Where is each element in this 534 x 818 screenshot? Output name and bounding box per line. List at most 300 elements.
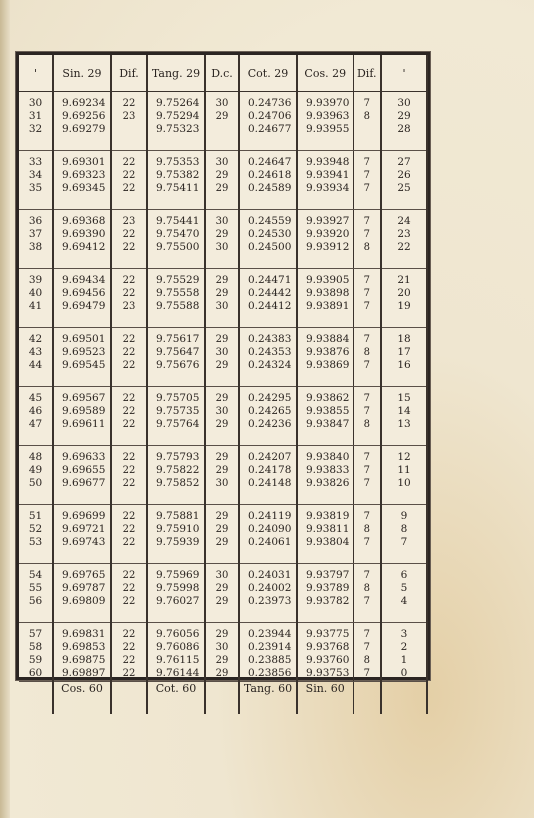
dc-cell: [205, 623, 239, 682]
table-value: 0.24061: [248, 536, 292, 548]
cos-cell: [297, 151, 353, 210]
table-value: 27: [397, 156, 411, 168]
dif-right-cell: [353, 623, 381, 682]
tang-cell: [147, 446, 205, 505]
table-value: 9.69765: [62, 569, 106, 581]
table-value: 15: [397, 392, 411, 404]
dif-value: 29: [215, 596, 229, 607]
table-value: 16: [397, 359, 411, 371]
table-row-group: [19, 387, 427, 446]
table-value: 9.69655: [62, 464, 106, 476]
table-value: 9.93804: [306, 536, 350, 548]
table-value: 0.24677: [248, 123, 292, 135]
footer-row: [19, 682, 427, 715]
table-value: 9.93884: [306, 333, 350, 345]
header-cos: Cos. 29: [297, 55, 353, 92]
table-value: 0.24031: [248, 569, 292, 581]
table-value: 9.93797: [306, 569, 350, 581]
tang-cell: [147, 151, 205, 210]
table-value: 9.93753: [306, 667, 350, 679]
dc-cell: [205, 387, 239, 446]
dif-left-cell: [111, 210, 147, 269]
dif-right-cell: [353, 328, 381, 387]
dif-value: 22: [122, 583, 136, 594]
dif-value: 7: [363, 452, 370, 463]
table-value: 9.75647: [156, 346, 200, 358]
dif-value: 22: [122, 465, 136, 476]
header-dc: D.c.: [205, 55, 239, 92]
dif-left-cell: [111, 505, 147, 564]
table-value: 48: [28, 451, 43, 463]
minutes-right-cell: [381, 505, 427, 564]
table-value: 9.93948: [306, 156, 350, 168]
table-value: 9.93833: [306, 464, 350, 476]
table-value: 5: [400, 582, 408, 594]
table-value: 9.93891: [306, 300, 350, 312]
dif-value: 22: [122, 570, 136, 581]
footer-empty-right: [381, 682, 427, 715]
minutes-left-cell: [19, 210, 53, 269]
table-value: 23: [397, 228, 411, 240]
dif-value: 29: [215, 288, 229, 299]
table-value: 9.75294: [156, 110, 200, 122]
table-value: 0.24383: [248, 333, 292, 345]
table-value: 0.24236: [248, 418, 292, 430]
table-value: 9.75705: [156, 392, 200, 404]
dif-value: 30: [215, 570, 229, 581]
minutes-left-cell: [19, 564, 53, 623]
dif-value: 22: [122, 537, 136, 548]
dif-value: 22: [122, 655, 136, 666]
table-value: 28: [397, 123, 411, 135]
minutes-left-cell: [19, 151, 53, 210]
sin-cell: [53, 446, 111, 505]
table-value: 9.75500: [156, 241, 200, 253]
minutes-right-cell: [381, 151, 427, 210]
minutes-left-cell: [19, 623, 53, 682]
dif-value: 29: [215, 452, 229, 463]
table-value: 9.69479: [62, 300, 106, 312]
cos-cell: [297, 328, 353, 387]
table-value: 9.69434: [62, 274, 106, 286]
table-value: 9.93775: [306, 628, 350, 640]
dif-value: 23: [122, 301, 136, 312]
dif-value: 29: [215, 111, 229, 122]
dif-value: 22: [122, 183, 136, 194]
table-value: 9.69809: [62, 595, 106, 607]
header-row: [19, 55, 427, 92]
header-dif-right: Dif.: [353, 55, 381, 92]
table-value: 9.69897: [62, 667, 106, 679]
dif-right-cell: [353, 151, 381, 210]
table-value: 59: [28, 654, 43, 666]
dif-value: 7: [363, 511, 370, 522]
dif-value: 7: [363, 170, 370, 181]
header-cot: Cot. 29: [239, 55, 297, 92]
header-tang: Tang. 29: [147, 55, 205, 92]
table-value: 0.24207: [248, 451, 292, 463]
table-value: 0.24618: [248, 169, 292, 181]
dif-value: 22: [122, 347, 136, 358]
table-value: 0.24706: [248, 110, 292, 122]
tang-cell: [147, 210, 205, 269]
tang-cell: [147, 505, 205, 564]
footer-cot: Cot. 60: [147, 682, 205, 715]
tang-cell: [147, 269, 205, 328]
dif-value: 7: [363, 216, 370, 227]
table-value: 0.24090: [248, 523, 292, 535]
table-value: 9.69256: [62, 110, 106, 122]
table-value: 0.23885: [248, 654, 292, 666]
table-value: 9.75264: [156, 97, 200, 109]
table-value: 7: [400, 536, 408, 548]
header-dif-left: Dif.: [111, 55, 147, 92]
table-value: 9.76056: [156, 628, 200, 640]
table-value: 9.75323: [156, 123, 200, 135]
dif-left-cell: [111, 446, 147, 505]
table-value: 20: [397, 287, 411, 299]
minutes-right-cell: [381, 210, 427, 269]
dif-value: 29: [215, 655, 229, 666]
sin-cell: [53, 210, 111, 269]
table-value: 9.76115: [156, 654, 200, 666]
trig-table-frame: [16, 52, 430, 695]
dif-value: 22: [122, 288, 136, 299]
footer-empty-left: [19, 682, 53, 715]
dif-value: 22: [122, 524, 136, 535]
table-value: 21: [397, 274, 411, 286]
table-value: 9.75881: [156, 510, 200, 522]
cot-cell: [239, 210, 297, 269]
table-value: 0.24412: [248, 300, 292, 312]
dif-value: 7: [363, 596, 370, 607]
cot-cell: [239, 328, 297, 387]
dif-value: 7: [363, 393, 370, 404]
cos-cell: [297, 564, 353, 623]
table-value: 9.76086: [156, 641, 200, 653]
dif-value: 7: [363, 183, 370, 194]
trig-table: [19, 55, 428, 714]
table-value: 34: [28, 169, 43, 181]
dif-value: 22: [122, 393, 136, 404]
table-value: 9.69234: [62, 97, 106, 109]
dif-value: 7: [363, 360, 370, 371]
table-value: 57: [28, 628, 43, 640]
dc-cell: [205, 446, 239, 505]
table-value: 9.75764: [156, 418, 200, 430]
dif-value: 23: [122, 216, 136, 227]
table-value: 0.23914: [248, 641, 292, 653]
sin-cell: [53, 623, 111, 682]
table-value: 9.75969: [156, 569, 200, 581]
table-value: 9.93905: [306, 274, 350, 286]
table-value: 31: [28, 110, 43, 122]
table-value: 0.24002: [248, 582, 292, 594]
table-value: 9.93963: [306, 110, 350, 122]
dif-value: 22: [122, 668, 136, 679]
table-value: 9.76027: [156, 595, 200, 607]
dif-left-cell: [111, 623, 147, 682]
table-row-group: [19, 92, 427, 151]
dif-value: 29: [215, 511, 229, 522]
dc-cell: [205, 328, 239, 387]
minutes-right-cell: [381, 269, 427, 328]
table-value: 38: [28, 241, 43, 253]
table-value: 9.93955: [306, 123, 350, 135]
cos-cell: [297, 269, 353, 328]
dif-left-cell: [111, 151, 147, 210]
dif-value: 7: [363, 570, 370, 581]
table-value: 9.69567: [62, 392, 106, 404]
table-body: [19, 92, 427, 682]
minutes-right-cell: [381, 92, 427, 151]
table-value: 9: [400, 510, 408, 522]
dif-value: 8: [363, 111, 370, 122]
table-value: 10: [397, 477, 411, 489]
table-value: 9.93912: [306, 241, 350, 253]
dif-value: 8: [363, 419, 370, 430]
table-value: 9.69412: [62, 241, 106, 253]
table-value: 0.23944: [248, 628, 292, 640]
table-row-group: [19, 210, 427, 269]
tang-cell: [147, 92, 205, 151]
minutes-left-cell: [19, 387, 53, 446]
dif-value: 29: [215, 629, 229, 640]
table-value: 0: [400, 667, 408, 679]
table-value: 19: [397, 300, 411, 312]
cot-cell: [239, 446, 297, 505]
table-value: 0.23856: [248, 667, 292, 679]
dif-right-cell: [353, 505, 381, 564]
minutes-left-cell: [19, 505, 53, 564]
dif-value: 7: [363, 301, 370, 312]
table-value: 9.93811: [306, 523, 350, 535]
dif-value: 8: [363, 524, 370, 535]
table-value: 9.75676: [156, 359, 200, 371]
sin-cell: [53, 92, 111, 151]
dif-value: 30: [215, 242, 229, 253]
dif-value: 23: [122, 111, 136, 122]
minutes-right-cell: [381, 387, 427, 446]
table-value: 9.69523: [62, 346, 106, 358]
table-value: 0.24265: [248, 405, 292, 417]
table-value: 9.69279: [62, 123, 106, 135]
table-value: 35: [28, 182, 43, 194]
dif-value: 22: [122, 596, 136, 607]
dif-value: 22: [122, 275, 136, 286]
footer-empty-dc: [205, 682, 239, 715]
dif-value: 7: [363, 334, 370, 345]
table-value: 0.24353: [248, 346, 292, 358]
cot-cell: [239, 564, 297, 623]
dif-value: 7: [363, 668, 370, 679]
table-value: 9.69633: [62, 451, 106, 463]
table-value: 9.69699: [62, 510, 106, 522]
table-value: 9.93927: [306, 215, 350, 227]
tang-cell: [147, 328, 205, 387]
dif-value: 22: [122, 511, 136, 522]
dif-value: 7: [363, 229, 370, 240]
table-value: 60: [28, 667, 43, 679]
table-value: 44: [28, 359, 43, 371]
table-value: 9.93855: [306, 405, 350, 417]
dif-value: 22: [122, 229, 136, 240]
tang-cell: [147, 623, 205, 682]
dif-right-cell: [353, 387, 381, 446]
dif-value: 30: [215, 642, 229, 653]
dc-cell: [205, 92, 239, 151]
dif-value: 22: [122, 642, 136, 653]
table-row-group: [19, 446, 427, 505]
dif-value: 8: [363, 347, 370, 358]
table-value: 0.24178: [248, 464, 292, 476]
table-value: 9.75617: [156, 333, 200, 345]
dif-value: 22: [122, 406, 136, 417]
table-row-group: [19, 505, 427, 564]
table-value: 39: [28, 274, 43, 286]
sin-cell: [53, 387, 111, 446]
table-value: 9.69721: [62, 523, 106, 535]
dif-value: 7: [363, 98, 370, 109]
table-value: 9.93760: [306, 654, 350, 666]
table-value: 9.93869: [306, 359, 350, 371]
table-value: 30: [397, 97, 411, 109]
dif-value: 29: [215, 360, 229, 371]
sin-cell: [53, 328, 111, 387]
table-value: 9.69589: [62, 405, 106, 417]
table-value: 41: [28, 300, 43, 312]
dc-cell: [205, 151, 239, 210]
table-value: 9.93970: [306, 97, 350, 109]
dif-value: 29: [215, 170, 229, 181]
tang-cell: [147, 564, 205, 623]
dc-cell: [205, 269, 239, 328]
table-value: 0.24119: [248, 510, 292, 522]
dif-value: 7: [363, 465, 370, 476]
dif-value: 22: [122, 157, 136, 168]
table-value: 9.75382: [156, 169, 200, 181]
table-value: 9.93876: [306, 346, 350, 358]
table-value: 11: [397, 464, 411, 476]
table-value: 30: [28, 97, 43, 109]
table-value: 9.69611: [62, 418, 106, 430]
table-value: 9.76144: [156, 667, 200, 679]
minutes-right-cell: [381, 564, 427, 623]
dif-value: 29: [215, 393, 229, 404]
table-row-group: [19, 328, 427, 387]
cot-cell: [239, 92, 297, 151]
table-value: 9.69323: [62, 169, 106, 181]
table-value: 0.24295: [248, 392, 292, 404]
dif-right-cell: [353, 210, 381, 269]
dif-value: 7: [363, 157, 370, 168]
dif-value: 29: [215, 583, 229, 594]
table-value: 9.69787: [62, 582, 106, 594]
sin-cell: [53, 564, 111, 623]
table-value: 9.75852: [156, 477, 200, 489]
minutes-right-cell: [381, 328, 427, 387]
cot-cell: [239, 269, 297, 328]
cot-cell: [239, 623, 297, 682]
table-value: 42: [28, 333, 43, 345]
cot-cell: [239, 387, 297, 446]
cos-cell: [297, 623, 353, 682]
dif-value: 22: [122, 242, 136, 253]
table-value: 9.75735: [156, 405, 200, 417]
table-value: 9.69831: [62, 628, 106, 640]
table-value: 9.75411: [156, 182, 200, 194]
dif-value: 22: [122, 360, 136, 371]
table-value: 43: [28, 346, 43, 358]
dif-value: 29: [215, 419, 229, 430]
minutes-left-cell: [19, 92, 53, 151]
table-value: 9.75939: [156, 536, 200, 548]
table-value: 0.24471: [248, 274, 292, 286]
footer-cos: Cos. 60: [53, 682, 111, 715]
table-value: 13: [397, 418, 411, 430]
table-value: 9.75793: [156, 451, 200, 463]
dif-value: 30: [215, 216, 229, 227]
minutes-left-cell: [19, 269, 53, 328]
cos-cell: [297, 387, 353, 446]
dif-right-cell: [353, 92, 381, 151]
table-value: 0.24647: [248, 156, 292, 168]
minutes-right-cell: [381, 623, 427, 682]
table-value: 47: [28, 418, 43, 430]
dif-value: 22: [122, 98, 136, 109]
dif-left-cell: [111, 387, 147, 446]
table-value: 9.93768: [306, 641, 350, 653]
dif-value: 22: [122, 419, 136, 430]
table-value: 9.93826: [306, 477, 350, 489]
header-minutes-right: ': [381, 55, 427, 92]
table-value: 50: [28, 477, 43, 489]
header-sin: Sin. 29: [53, 55, 111, 92]
table-value: 25: [397, 182, 411, 194]
table-value: 0.24589: [248, 182, 292, 194]
dif-value: 22: [122, 629, 136, 640]
table-value: 9.69677: [62, 477, 106, 489]
table-value: 40: [28, 287, 43, 299]
dif-value: 29: [215, 334, 229, 345]
dc-cell: [205, 210, 239, 269]
dif-value: 8: [363, 242, 370, 253]
table-value: 0.23973: [248, 595, 292, 607]
footer-empty-dif: [111, 682, 147, 715]
table-value: 51: [28, 510, 43, 522]
dif-value: 29: [215, 524, 229, 535]
dif-value: 29: [215, 465, 229, 476]
sin-cell: [53, 505, 111, 564]
dif-value: 7: [363, 275, 370, 286]
table-value: 8: [400, 523, 408, 535]
table-value: 9.75558: [156, 287, 200, 299]
cos-cell: [297, 505, 353, 564]
table-value: 32: [28, 123, 43, 135]
table-value: 9.93920: [306, 228, 350, 240]
table-value: 9.93819: [306, 510, 350, 522]
table-value: 1: [400, 654, 408, 666]
table-value: 9.93789: [306, 582, 350, 594]
table-value: 9.93941: [306, 169, 350, 181]
tang-cell: [147, 387, 205, 446]
table-value: 22: [397, 241, 411, 253]
page-spine-shadow: [0, 0, 10, 818]
table-value: 53: [28, 536, 43, 548]
table-value: 17: [397, 346, 411, 358]
table-value: 18: [397, 333, 411, 345]
table-value: 9.69501: [62, 333, 106, 345]
